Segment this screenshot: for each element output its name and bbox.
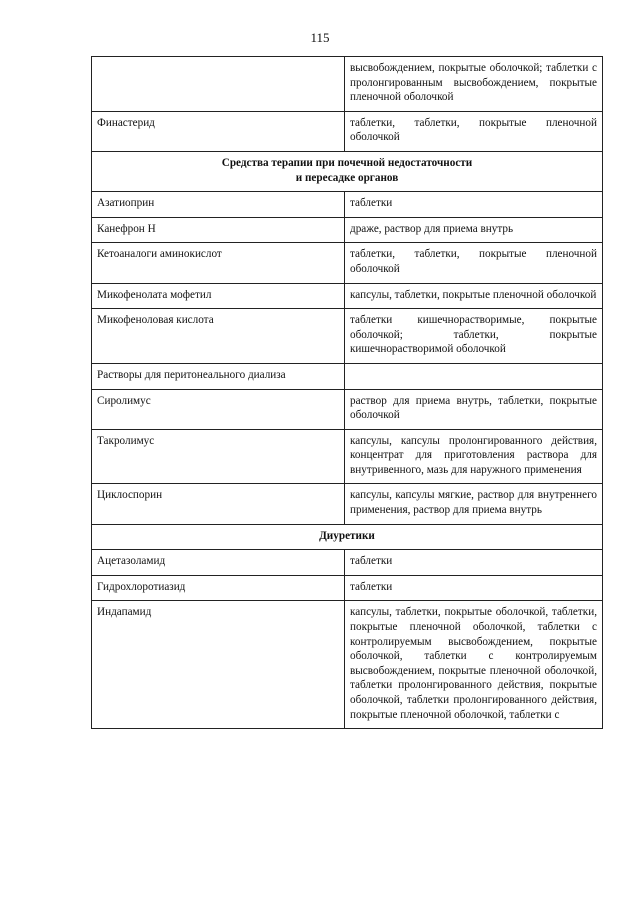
- drug-name: Канефрон Н: [92, 217, 345, 243]
- table-row: [92, 192, 603, 218]
- page-number: 115: [310, 30, 330, 45]
- dosage-form: капсулы, капсулы мягкие, раствор для внутреннего применения, раствор для приема внутрь: [345, 484, 603, 524]
- drug-name: Индапамид: [92, 601, 345, 729]
- dosage-form: таблетки, таблетки, покрытые пленочной оболочкой: [345, 243, 603, 283]
- table-row: [92, 217, 603, 243]
- drug-name: [92, 57, 345, 112]
- section-title-line: Средства терапии при почечной недостаточности: [221, 156, 473, 169]
- table-row: [92, 389, 603, 429]
- table-row: [92, 601, 603, 729]
- drug-name: Ацетазоламид: [92, 550, 345, 576]
- drug-name: Микофеноловая кислота: [92, 309, 345, 364]
- dosage-form: высвобождением, покрытые оболочкой; таблетки с пролонгированным высвобождением, покрытые пленочной оболочкой: [345, 57, 603, 112]
- table-row: [92, 111, 603, 151]
- table-row: [92, 429, 603, 484]
- table-row: [92, 484, 603, 524]
- drug-table: [91, 56, 603, 729]
- table-row: [92, 57, 603, 112]
- dosage-form: раствор для приема внутрь, таблетки, покрытые оболочкой: [345, 389, 603, 429]
- drug-name: Сиролимус: [92, 389, 345, 429]
- table-row: [92, 550, 603, 576]
- section-title-line: и пересадке органов: [295, 171, 399, 184]
- table-row: [92, 363, 603, 389]
- dosage-form: таблетки: [345, 550, 603, 576]
- table-row: [92, 575, 603, 601]
- drug-name: Кетоаналоги аминокислот: [92, 243, 345, 283]
- dosage-form: драже, раствор для приема внутрь: [345, 217, 603, 243]
- section-title: [92, 151, 603, 191]
- dosage-form: таблетки, таблетки, покрытые пленочной оболочкой: [345, 111, 603, 151]
- dosage-form: [345, 363, 603, 389]
- section-header-row: [92, 151, 603, 191]
- table-row: [92, 283, 603, 309]
- dosage-form: таблетки: [345, 192, 603, 218]
- section-title: [92, 524, 603, 550]
- section-header-row: [92, 524, 603, 550]
- dosage-form: таблетки кишечнорастворимые, покрытые оболочкой; таблетки, покрытые кишечнорастворимой оболочкой: [345, 309, 603, 364]
- dosage-form: капсулы, капсулы пролонгированного действия, концентрат для приготовления раствора для внутривенного, мазь для наружного применения: [345, 429, 603, 484]
- drug-name: Азатиоприн: [92, 192, 345, 218]
- drug-name: Циклоспорин: [92, 484, 345, 524]
- drug-name: Финастерид: [92, 111, 345, 151]
- drug-name: Гидрохлоротиазид: [92, 575, 345, 601]
- table-row: [92, 309, 603, 364]
- dosage-form: капсулы, таблетки, покрытые оболочкой, таблетки, покрытые пленочной оболочкой, таблетки с контролируемым высвобождением, покрытые оболочкой, таблетки с контролируемым высвобождением, покрытые пленочной оболочкой, таблетки пролонгированного действия, покрытые оболочкой, таблетки пролонгированного действия, покрытые пленочной оболочкой, таблетки с: [345, 601, 603, 729]
- drug-name: Такролимус: [92, 429, 345, 484]
- table-row: [92, 243, 603, 283]
- section-title-line: Диуретики: [319, 529, 375, 542]
- drug-name: Микофенолата мофетил: [92, 283, 345, 309]
- dosage-form: капсулы, таблетки, покрытые пленочной оболочкой: [345, 283, 603, 309]
- drug-name: Растворы для перитонеального диализа: [92, 363, 345, 389]
- dosage-form: таблетки: [345, 575, 603, 601]
